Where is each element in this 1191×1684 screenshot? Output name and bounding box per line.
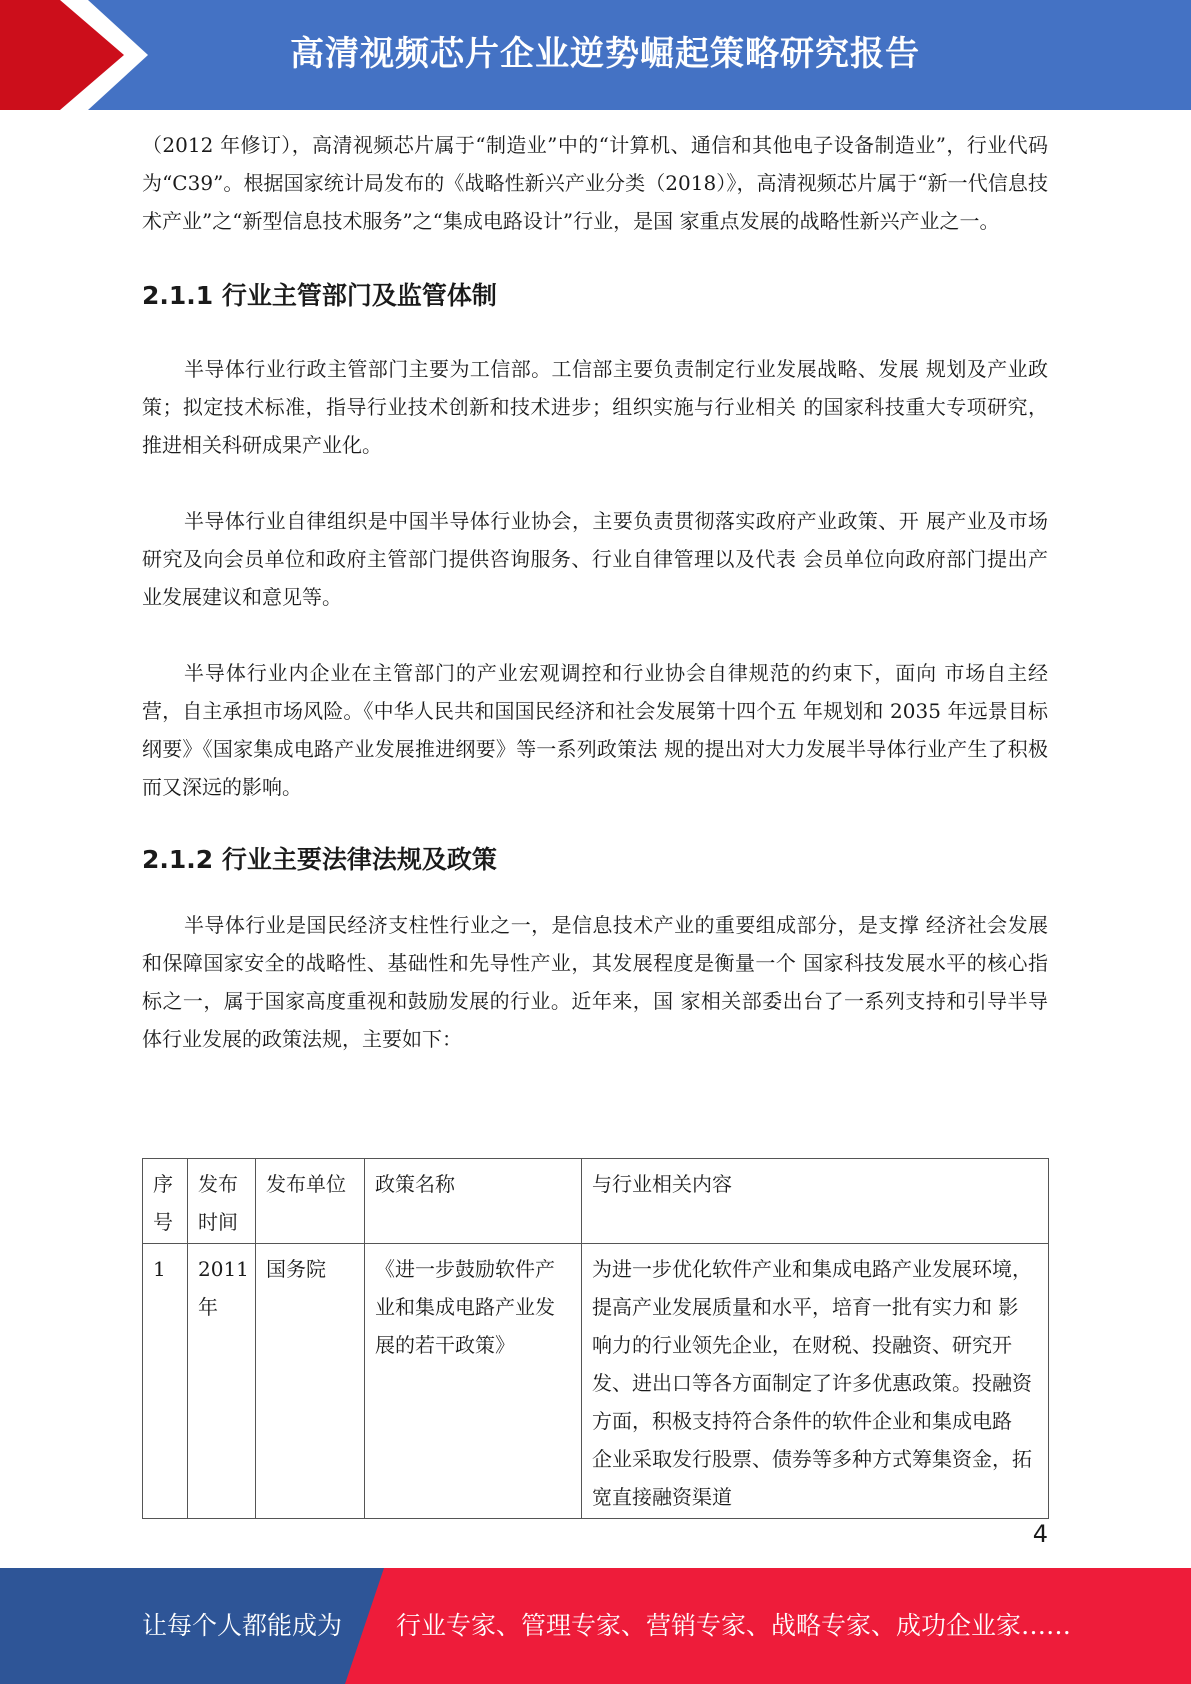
footer-band — [0, 1568, 1191, 1684]
section-heading-2-1-2: 2.1.2 行业主要法律法规及政策 — [142, 845, 497, 874]
policy-table — [142, 1158, 1049, 1519]
document-title: 高清视频芯片企业逆势崛起策略研究报告 — [290, 34, 920, 74]
footer-slogan-left: 让每个人都能成为 — [142, 1611, 343, 1640]
section-2-1-1-paragraph: 半导体行业内企业在主管部门的产业宏观调控和行业协会自律规范的约束下，面向 市场自主经营，自主承担市场风险。《中华人民共和国国民经济和社会发展第十四个五 年规划和 2035 年远景目标纲要》《国家集成电路产业发展推进纲要》等一系列政策法 规的提出对大力发展半导体行业产生了积极而又深远的影响。 — [142, 661, 1048, 799]
column-header-content: 与行业相关内容 — [582, 1159, 1049, 1244]
column-header-issuer: 发布单位 — [256, 1159, 365, 1244]
column-header-no: 序号 — [143, 1159, 188, 1244]
section-2-1-1-paragraph: 半导体行业行政主管部门主要为工信部。工信部主要负责制定行业发展战略、发展 规划及产业政策；拟定技术标准，指导行业技术创新和技术进步；组织实施与行业相关 的国家科技重大专项研究，推进相关科研成果产业化。 — [142, 357, 1048, 457]
column-header-policy-name: 政策名称 — [365, 1159, 582, 1244]
cell-content: 为进一步优化软件产业和集成电路产业发展环境，提高产业发展质量和水平，培育一批有实力和 影响力的行业领先企业，在财税、投融资、研究开 发、进出口等各方面制定了许多优惠政策。投融资 方面，积极支持符合条件的软件企业和集成电路 企业采取发行股票、债券等多种方式筹集资金，拓 宽直接融资渠道 — [582, 1244, 1049, 1519]
cell-policy-name: 《进一步鼓励软件产业和集成电路产业发展的若干政策》 — [365, 1244, 582, 1519]
header-band — [0, 0, 1191, 110]
cell-issuer: 国务院 — [256, 1244, 365, 1519]
cell-date: 2011 年 — [188, 1244, 256, 1519]
table-header-row — [143, 1159, 1049, 1244]
cell-no: 1 — [143, 1244, 188, 1519]
column-header-date: 发布时间 — [188, 1159, 256, 1244]
section-2-1-1-paragraph: 半导体行业自律组织是中国半导体行业协会，主要负责贯彻落实政府产业政策、开 展产业及市场研究及向会员单位和政府主管部门提供咨询服务、行业自律管理以及代表 会员单位向政府部门提出产业发展建议和意见等。 — [142, 509, 1048, 609]
section-2-1-2-paragraph: 半导体行业是国民经济支柱性行业之一，是信息技术产业的重要组成部分，是支撑 经济社会发展和保障国家安全的战略性、基础性和先导性产业，其发展程度是衡量一个 国家科技发展水平的核心指标之一，属于国家高度重视和鼓励发展的行业。近年来，国 家相关部委出台了一系列支持和引导半导体行业发展的政策法规，主要如下： — [142, 913, 1048, 1051]
header-chevron-decoration — [0, 0, 160, 110]
main-content — [142, 126, 1048, 1058]
section-heading-2-1-1: 2.1.1 行业主管部门及监管体制 — [142, 281, 497, 310]
table-row — [143, 1244, 1049, 1519]
intro-paragraph: （2012 年修订），高清视频芯片属于“制造业”中的“计算机、通信和其他电子设备制造业”，行业代码为“C39”。根据国家统计局发布的《战略性新兴产业分类（2018）》，高清视频芯片属于“新一代信息技术产业”之“新型信息技术服务”之“集成电路设计”行业，是国 家重点发展的战略性新兴产业之一。 — [142, 133, 1048, 233]
page-number: 4 — [1032, 1520, 1048, 1548]
footer-slogan-right: 行业专家、管理专家、营销专家、战略专家、成功企业家…… — [396, 1611, 1072, 1640]
